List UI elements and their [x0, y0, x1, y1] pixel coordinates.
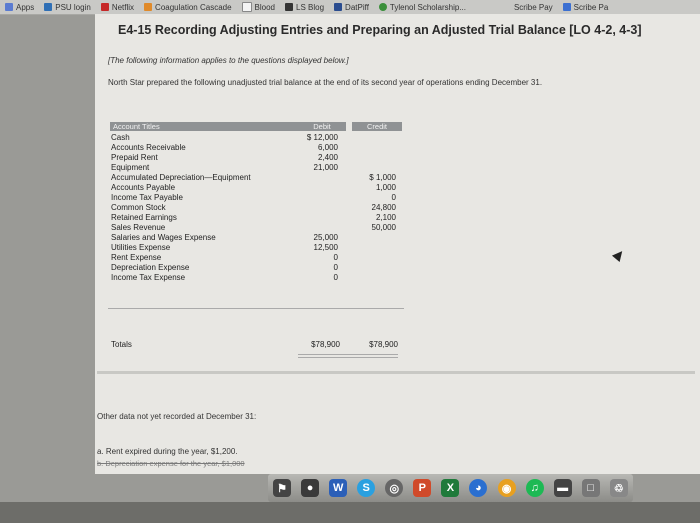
coagulation-icon: [144, 3, 152, 11]
table-row: [108, 143, 408, 153]
bookmark-label: Scribe Pay: [513, 2, 553, 12]
spotify-icon[interactable]: ♫: [526, 479, 544, 497]
bookmark-label: Netflix: [111, 2, 135, 12]
bookmark-blood[interactable]: [237, 2, 280, 12]
debit-value: 0: [333, 253, 338, 262]
account-name: Salaries and Wages Expense: [111, 233, 216, 242]
table-row: [108, 273, 408, 283]
account-name: Accumulated Depreciation—Equipment: [111, 173, 251, 182]
credit-value: 2,100: [375, 213, 396, 222]
bookmark-label: Coagulation Cascade: [155, 2, 232, 12]
netflix-icon: [101, 3, 109, 11]
finder-icon[interactable]: ⚑: [273, 479, 291, 497]
account-name: Accounts Receivable: [111, 143, 186, 152]
exercise-page: [95, 14, 700, 474]
powerpoint-icon[interactable]: P: [413, 479, 431, 497]
datpiff-icon: [334, 3, 342, 11]
table-row: [108, 183, 408, 193]
debit-value: 25,000: [313, 233, 338, 242]
debit-value: 0: [333, 263, 338, 272]
debit-value: 0: [333, 273, 338, 282]
mouse-cursor-icon: [612, 248, 626, 262]
skype-icon[interactable]: S: [357, 479, 375, 497]
downloads-icon[interactable]: ▬: [554, 479, 572, 497]
credit-value: 24,800: [371, 203, 396, 212]
totals-label: Totals: [111, 340, 132, 349]
credit-value: $ 1,000: [369, 173, 396, 182]
bookmark-label: PSU login: [55, 2, 91, 12]
monitor-bezel: [0, 502, 700, 523]
credit-value: 50,000: [371, 223, 396, 232]
bookmark-label: Tylenol Scholarship...: [389, 2, 466, 12]
bookmark-label: LS Blog: [296, 2, 325, 12]
item-b: b. Depreciation expense for the year, $1,000: [97, 459, 245, 468]
table-row: [108, 263, 408, 273]
totals-credit: $78,900: [369, 340, 398, 349]
debit-value: $ 12,000: [306, 133, 338, 142]
bookmark-tylenol[interactable]: [374, 3, 471, 12]
psu-icon: [44, 3, 52, 11]
bookmark-psu-login[interactable]: [39, 3, 96, 12]
apps-grid-icon: [5, 3, 13, 11]
table-row: [108, 173, 408, 183]
bookmark-scribe-pay[interactable]: [509, 3, 558, 12]
header-credit: Credit: [352, 122, 402, 131]
account-name: Utilities Expense: [111, 243, 171, 252]
settings-icon[interactable]: ◎: [385, 479, 403, 497]
bookmark-datpiff[interactable]: [329, 3, 374, 12]
bookmark-label: DatPiff: [345, 2, 369, 12]
safari-icon[interactable]: ◕: [469, 479, 487, 497]
bookmark-label: Blood: [254, 2, 276, 12]
table-row: [108, 213, 408, 223]
chrome-icon[interactable]: ◉: [498, 479, 516, 497]
double-rule: [298, 357, 398, 358]
table-row: [108, 133, 408, 143]
header-debit: Debit: [298, 122, 346, 131]
desktop-icon[interactable]: □: [582, 479, 600, 497]
blog-icon: [285, 3, 293, 11]
debit-value: 12,500: [313, 243, 338, 252]
account-name: Rent Expense: [111, 253, 162, 262]
globe-icon: [379, 3, 387, 11]
account-name: Income Tax Payable: [111, 193, 183, 202]
account-name: Accounts Payable: [111, 183, 176, 192]
table-row: [108, 233, 408, 243]
divider: [108, 308, 404, 309]
account-name: Income Tax Expense: [111, 273, 186, 282]
table-row: [108, 163, 408, 173]
header-account-titles: Account Titles: [110, 122, 299, 131]
table-row: [108, 203, 408, 213]
debit-value: 6,000: [317, 143, 338, 152]
bookmark-label: Apps: [16, 2, 35, 12]
totals-debit: $78,900: [311, 340, 340, 349]
trial-balance-table: [108, 122, 408, 358]
section-divider: [97, 371, 695, 374]
bookmark-scribe-pa[interactable]: [558, 3, 614, 12]
bookmark-label: Scribe Pa: [573, 2, 609, 12]
double-rule: [298, 354, 398, 355]
table-row: [108, 153, 408, 163]
intro-text: North Star prepared the following unadjusted trial balance at the end of its second year of operations ending December 31.: [108, 78, 543, 87]
table-row: [108, 243, 408, 253]
item-a: a. Rent expired during the year, $1,200.: [97, 447, 238, 456]
bookmark-apps[interactable]: [0, 3, 39, 12]
account-name: Equipment: [111, 163, 150, 172]
other-data-heading: Other data not yet recorded at December 31:: [97, 412, 257, 421]
bookmark-netflix[interactable]: [96, 3, 139, 12]
bookmark-ls-blog[interactable]: [280, 3, 329, 12]
account-name: Retained Earnings: [111, 213, 177, 222]
page-title: E4-15 Recording Adjusting Entries and Preparing an Adjusted Trial Balance [LO 4-2, 4-3]: [118, 23, 642, 37]
page-icon: [242, 2, 252, 12]
word-icon[interactable]: W: [329, 479, 347, 497]
excel-icon[interactable]: X: [441, 479, 459, 497]
account-name: Depreciation Expense: [111, 263, 190, 272]
scribe-pay-icon: [563, 3, 571, 11]
table-row: [108, 193, 408, 203]
credit-value: 0: [391, 193, 396, 202]
totals-row: [108, 340, 408, 352]
account-name: Prepaid Rent: [111, 153, 158, 162]
credit-value: 1,000: [375, 183, 396, 192]
account-name: Sales Revenue: [111, 223, 166, 232]
account-name: Common Stock: [111, 203, 166, 212]
table-row: [108, 223, 408, 233]
account-name: Cash: [111, 133, 130, 142]
debit-value: 2,400: [317, 153, 338, 162]
info-note: [The following information applies to the questions displayed below.]: [108, 56, 349, 65]
launchpad-icon[interactable]: ●: [301, 479, 319, 497]
debit-value: 21,000: [313, 163, 338, 172]
bookmarks-bar: [0, 0, 700, 15]
bookmark-coagulation[interactable]: [139, 3, 237, 12]
dock: [268, 474, 633, 502]
trash-icon[interactable]: ♲: [610, 479, 628, 497]
table-row: [108, 253, 408, 263]
